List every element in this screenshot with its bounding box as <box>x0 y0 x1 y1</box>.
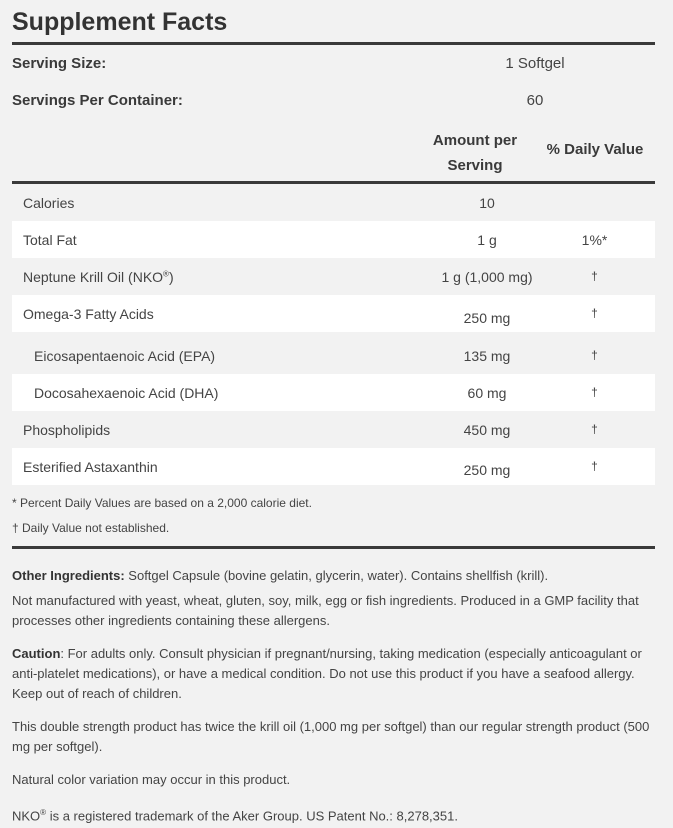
trademark-note: NKO® is a registered trademark of the Aker Group. US Patent No.: 8,278,351. <box>12 808 458 824</box>
page-title: Supplement Facts <box>12 8 228 36</box>
table-row: Eicosapentaenoic Acid (EPA) 135 mg † <box>34 348 598 364</box>
serving-size-label: Serving Size: <box>12 55 107 72</box>
divider <box>12 42 655 45</box>
servings-per-container-label: Servings Per Container: <box>12 92 183 109</box>
table-row: Calories 10 <box>23 195 495 211</box>
serving-size-value: 1 Softgel <box>505 55 565 72</box>
table-row: Esterified Astaxanthin 250 mg † <box>12 448 655 485</box>
table-row: Phospholipids 450 mg † <box>23 422 598 438</box>
table-row: Total Fat 1 g 1%* <box>12 221 655 258</box>
table-row: Docosahexaenoic Acid (DHA) 60 mg † <box>12 374 655 411</box>
daily-value-header: % Daily Value <box>546 141 644 158</box>
servings-per-container-value: 60 <box>526 92 544 109</box>
caution-statement: Caution: For adults only. Consult physician if pregnant/nursing, taking medication (especially anticoagulant or anti-platelet medications), or have a medical condition. Do not use this product if you have a seafood allergy. Keep out of reach of children. <box>12 646 642 701</box>
double-strength-note: This double strength product has twice the krill oil (1,000 mg per softgel) than our regular strength product (500 mg per softgel). <box>12 719 650 754</box>
allergen-statement: Not manufactured with yeast, wheat, gluten, soy, milk, egg or fish ingredients. Produced in a GMP facility that processes other ingredients containing these allergens. <box>12 593 639 628</box>
color-variation-note: Natural color variation may occur in this product. <box>12 772 291 787</box>
table-row: Neptune Krill Oil (NKO®) 1 g (1,000 mg) † <box>23 269 598 285</box>
other-ingredients: Other Ingredients: Softgel Capsule (bovine gelatin, glycerin, water). Contains shellfish (krill). <box>12 568 549 583</box>
footnote-dagger: † Daily Value not established. <box>12 521 170 535</box>
table-row: Omega-3 Fatty Acids 250 mg † <box>12 295 655 332</box>
amount-per-serving-header: Amount per Serving <box>432 132 518 174</box>
footnote-percent: * Percent Daily Values are based on a 2,000 calorie diet. <box>12 496 312 510</box>
divider <box>12 546 655 549</box>
